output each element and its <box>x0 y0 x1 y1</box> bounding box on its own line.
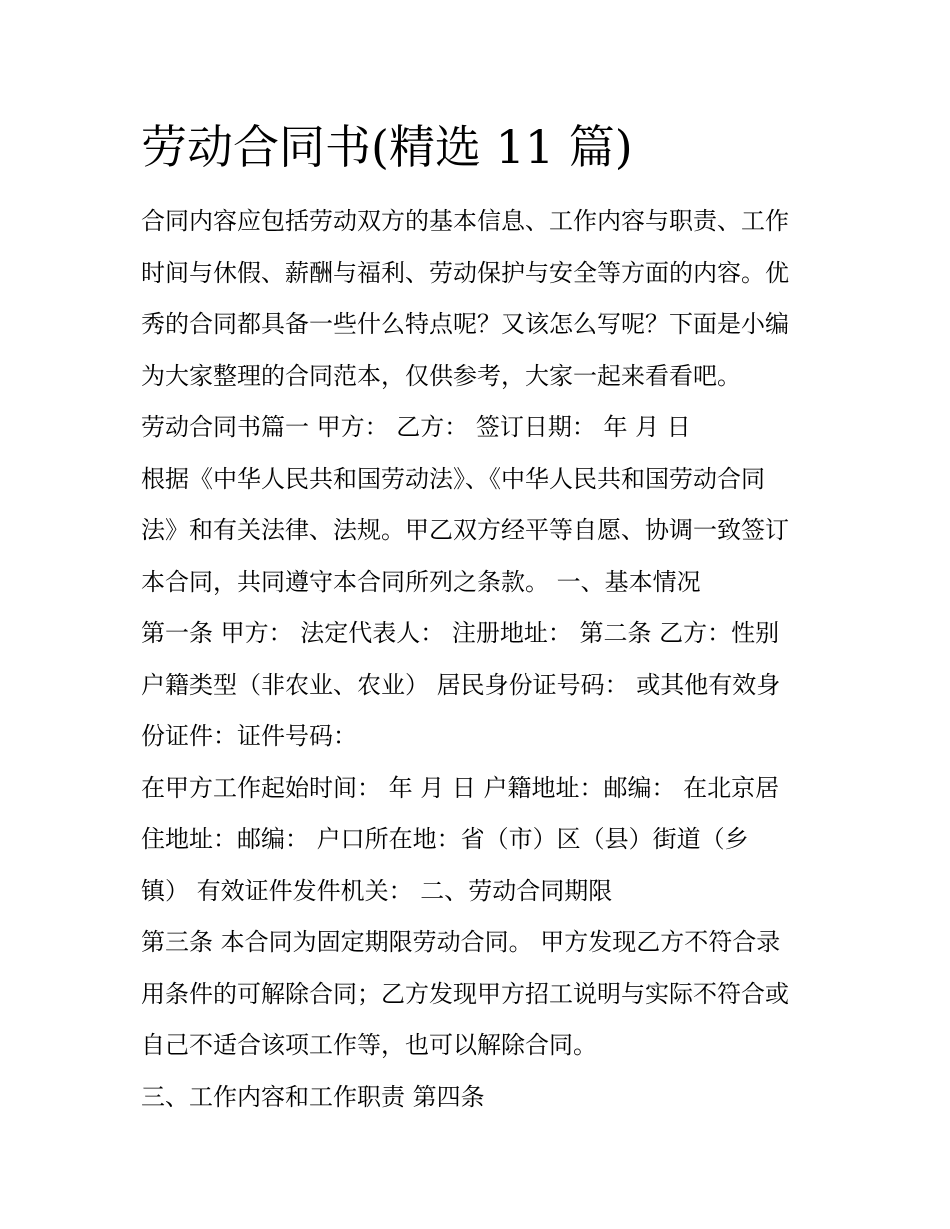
document-title: 劳动合同书(精选 11 篇) <box>141 120 633 174</box>
text-line-18: 三、工作内容和工作职责 第四条 <box>141 1082 485 1111</box>
document-body <box>141 196 831 1123</box>
text-line-12: 在甲方工作起始时间： 年 月 日 户籍地址：邮编： 在北京居 <box>141 773 780 802</box>
text-line-17: 自己不适合该项工作等，也可以解除合同。 <box>141 1031 597 1059</box>
text-line-9: 第一条 甲方： 法定代表人： 注册地址： 第二条 乙方：性别 <box>141 619 780 647</box>
text-line-1: 合同内容应包括劳动双方的基本信息、工作内容与职责、工作 <box>141 207 789 235</box>
text-line-11: 份证件：证件号码： <box>141 722 357 750</box>
text-line-5: 劳动合同书篇一 甲方： 乙方： 签订日期： 年 月 日 <box>141 413 691 441</box>
text-line-2: 时间与休假、薪酬与福利、劳动保护与安全等方面的内容。优 <box>141 258 789 287</box>
text-line-6: 根据《中华人民共和国劳动法》、《中华人民共和国劳动合同 <box>141 464 765 493</box>
text-line-15: 第三条 本合同为固定期限劳动合同。 甲方发现乙方不符合录 <box>141 928 781 956</box>
text-line-4: 为大家整理的合同范本，仅供参考，大家一起来看看吧。 <box>141 361 741 390</box>
text-line-3: 秀的合同都具备一些什么特点呢？又该怎么写呢？下面是小编 <box>141 310 789 338</box>
text-line-14: 镇） 有效证件发件机关： 二、劳动合同期限 <box>141 876 613 905</box>
text-line-10: 户籍类型（非农业、农业） 居民身份证号码： 或其他有效身 <box>141 670 781 699</box>
text-line-13: 住地址：邮编： 户口所在地：省（市）区（县）街道（乡 <box>141 825 749 853</box>
text-line-8: 本合同，共同遵守本合同所列之条款。 一、基本情况 <box>141 567 701 596</box>
text-line-7: 法》和有关法律、法规。甲乙双方经平等自愿、协调一致签订 <box>141 516 789 544</box>
text-line-16: 用条件的可解除合同；乙方发现甲方招工说明与实际不符合或 <box>141 979 789 1008</box>
